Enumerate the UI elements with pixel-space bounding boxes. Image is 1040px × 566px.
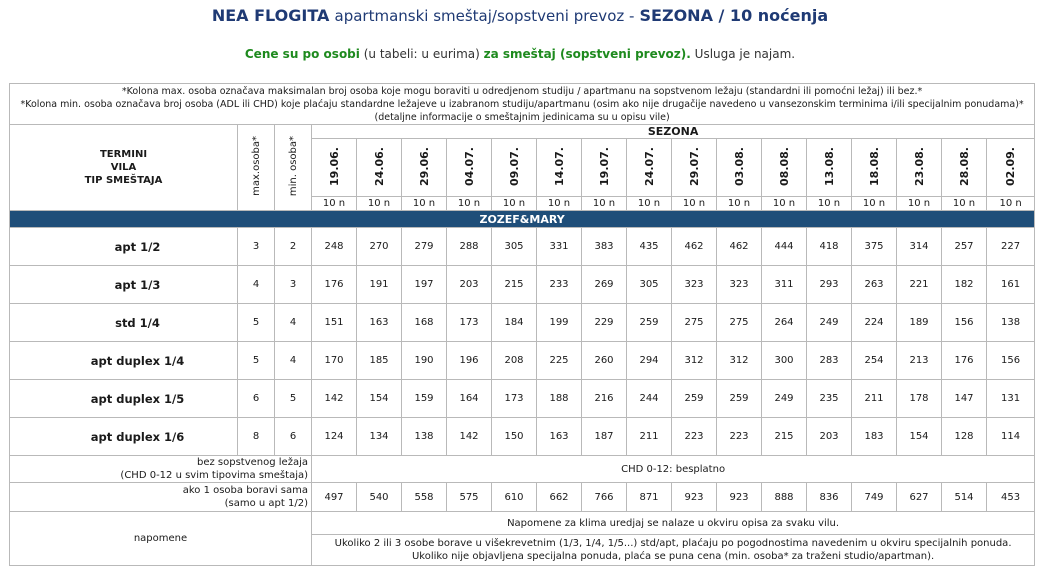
- nights-cell: 10 n: [717, 197, 762, 211]
- max-persons-cell: 8: [238, 418, 275, 456]
- price-cell: 142: [447, 418, 492, 456]
- price-cell: 199: [537, 304, 582, 342]
- nights-cell: 10 n: [852, 197, 897, 211]
- max-persons-cell: 5: [238, 304, 275, 342]
- single-price-cell: 497: [312, 483, 357, 512]
- title-description: apartmanski smeštaj/sopstveni prevoz -: [334, 7, 635, 25]
- price-cell: 311: [762, 266, 807, 304]
- title-season: SEZONA / 10 noćenja: [639, 6, 829, 25]
- price-cell: 444: [762, 228, 807, 266]
- price-cell: 142: [312, 380, 357, 418]
- price-cell: 138: [987, 304, 1035, 342]
- min-persons-cell: 5: [275, 380, 312, 418]
- price-cell: 269: [582, 266, 627, 304]
- single-price-cell: 749: [852, 483, 897, 512]
- subtitle-accommodation: za smeštaj (sopstveni prevoz).: [483, 47, 691, 61]
- single-price-cell: 558: [402, 483, 447, 512]
- date-label: 04.07.: [462, 146, 476, 186]
- price-cell: 305: [627, 266, 672, 304]
- price-cell: 183: [852, 418, 897, 456]
- price-cell: 164: [447, 380, 492, 418]
- price-cell: 248: [312, 228, 357, 266]
- date-header: [492, 139, 537, 197]
- date-label: 14.07.: [552, 146, 566, 186]
- nights-cell: 10 n: [537, 197, 582, 211]
- date-label: 29.07.: [687, 146, 701, 186]
- single-price-cell: 871: [627, 483, 672, 512]
- price-cell: 190: [402, 342, 447, 380]
- single-price-cell: 627: [897, 483, 942, 512]
- nights-cell: 10 n: [402, 197, 447, 211]
- max-persons-cell: 5: [238, 342, 275, 380]
- price-cell: 211: [627, 418, 672, 456]
- price-cell: 375: [852, 228, 897, 266]
- single-price-cell: 575: [447, 483, 492, 512]
- price-cell: 163: [537, 418, 582, 456]
- price-cell: 229: [582, 304, 627, 342]
- date-label: 24.07.: [642, 146, 656, 186]
- termini-header: [10, 125, 238, 211]
- single-price-cell: 610: [492, 483, 537, 512]
- price-cell: 233: [537, 266, 582, 304]
- date-header: [627, 139, 672, 197]
- date-header: [447, 139, 492, 197]
- price-cell: 323: [672, 266, 717, 304]
- price-cell: 188: [537, 380, 582, 418]
- price-cell: 257: [942, 228, 987, 266]
- date-header: [402, 139, 447, 197]
- nights-cell: 10 n: [987, 197, 1035, 211]
- table-row: [10, 342, 1035, 380]
- nights-cell: 10 n: [312, 197, 357, 211]
- napomene-note-multi: Ukoliko 2 ili 3 osobe borave u višekrevetnim (1/3, 1/4, 1/5...) std/apt, plaćaju po pogodnostima navedenim u okviru specijalnih ponuda. Ukoliko nije objavljena specijalna ponuda, plaća se puna cena (min. osoba* za traženi studio/apartman).: [312, 535, 1035, 566]
- nights-cell: 10 n: [897, 197, 942, 211]
- date-header: [357, 139, 402, 197]
- price-cell: 254: [852, 342, 897, 380]
- date-label: 24.06.: [372, 146, 386, 186]
- date-header: [312, 139, 357, 197]
- single-price-cell: 662: [537, 483, 582, 512]
- price-cell: 176: [312, 266, 357, 304]
- price-cell: 182: [942, 266, 987, 304]
- price-cell: 435: [627, 228, 672, 266]
- header-termini: TERMINI: [99, 149, 148, 160]
- nights-cell: 10 n: [582, 197, 627, 211]
- price-cell: 323: [717, 266, 762, 304]
- header-tip: TIP SMEŠTAJA: [84, 175, 163, 186]
- price-cell: 197: [402, 266, 447, 304]
- date-label: 08.08.: [777, 146, 791, 186]
- price-cell: 259: [627, 304, 672, 342]
- date-label: 28.08.: [957, 146, 971, 186]
- price-cell: 176: [942, 342, 987, 380]
- price-cell: 168: [402, 304, 447, 342]
- price-cell: 305: [492, 228, 537, 266]
- nights-cell: 10 n: [942, 197, 987, 211]
- room-type: apt 1/2: [10, 228, 238, 266]
- nights-cell: 10 n: [807, 197, 852, 211]
- min-persons-cell: 6: [275, 418, 312, 456]
- single-person-label: ako 1 osoba boravi sama (samo u apt 1/2): [10, 483, 312, 512]
- date-label: 19.07.: [597, 146, 611, 186]
- page-title: [0, 6, 1040, 25]
- room-type: std 1/4: [10, 304, 238, 342]
- price-cell: 154: [357, 380, 402, 418]
- price-cell: 260: [582, 342, 627, 380]
- note-min-persons: *Kolona min. osoba označava broj osoba (ADL ili CHD) koje plaćaju standardne ležajeve u izabranom studiju/apartmanu (osim ako nije drugačije navedeno u vansezonskim terminima i/ili specijalnim ponudama)*: [20, 98, 1024, 110]
- price-cell: 312: [672, 342, 717, 380]
- max-persons-cell: 4: [238, 266, 275, 304]
- price-cell: 300: [762, 342, 807, 380]
- date-header: [582, 139, 627, 197]
- price-cell: 173: [492, 380, 537, 418]
- date-header: [537, 139, 582, 197]
- single-price-cell: 453: [987, 483, 1035, 512]
- note-details: (detaljne informacije o smeštajnim jedinicama su u opisu vile): [374, 111, 670, 123]
- price-cell: 216: [582, 380, 627, 418]
- price-cell: 203: [447, 266, 492, 304]
- table-row: [10, 418, 1035, 456]
- price-cell: 185: [357, 342, 402, 380]
- price-cell: 131: [987, 380, 1035, 418]
- price-cell: 244: [627, 380, 672, 418]
- price-cell: 293: [807, 266, 852, 304]
- date-header: [807, 139, 852, 197]
- season-header: SEZONA: [312, 125, 1035, 139]
- price-cell: 223: [717, 418, 762, 456]
- table-row: [10, 304, 1035, 342]
- single-price-cell: 540: [357, 483, 402, 512]
- nights-cell: 10 n: [627, 197, 672, 211]
- price-cell: 331: [537, 228, 582, 266]
- table-row: [10, 266, 1035, 304]
- price-cell: 150: [492, 418, 537, 456]
- room-type: apt duplex 1/6: [10, 418, 238, 456]
- price-cell: 263: [852, 266, 897, 304]
- price-cell: 275: [717, 304, 762, 342]
- price-cell: 173: [447, 304, 492, 342]
- price-cell: 270: [357, 228, 402, 266]
- single-price-cell: 923: [672, 483, 717, 512]
- price-cell: 114: [987, 418, 1035, 456]
- min-persons-cell: 2: [275, 228, 312, 266]
- price-subtitle: [0, 47, 1040, 61]
- price-cell: 312: [717, 342, 762, 380]
- price-cell: 211: [852, 380, 897, 418]
- price-cell: 138: [402, 418, 447, 456]
- subtitle-service: Usluga je najam.: [694, 47, 796, 61]
- price-cell: 259: [717, 380, 762, 418]
- room-type: apt duplex 1/5: [10, 380, 238, 418]
- max-persons-cell: 6: [238, 380, 275, 418]
- date-header: [762, 139, 807, 197]
- price-cell: 154: [897, 418, 942, 456]
- min-persons-cell: 4: [275, 342, 312, 380]
- price-cell: 159: [402, 380, 447, 418]
- price-cell: 161: [987, 266, 1035, 304]
- price-cell: 235: [807, 380, 852, 418]
- price-cell: 134: [357, 418, 402, 456]
- date-label: 13.08.: [822, 146, 836, 186]
- max-persons-header: max.osoba*: [238, 125, 275, 211]
- price-cell: 187: [582, 418, 627, 456]
- price-cell: 221: [897, 266, 942, 304]
- subtitle-currency: (u tabeli: u eurima): [363, 47, 480, 61]
- price-cell: 208: [492, 342, 537, 380]
- price-cell: 151: [312, 304, 357, 342]
- date-label: 02.09.: [1004, 146, 1018, 186]
- price-cell: 224: [852, 304, 897, 342]
- price-cell: 196: [447, 342, 492, 380]
- date-label: 29.06.: [417, 146, 431, 186]
- price-cell: 213: [897, 342, 942, 380]
- single-price-cell: 514: [942, 483, 987, 512]
- napomene-note-ac: Napomene za klima uredjaj se nalaze u okviru opisa za svaku vilu.: [312, 512, 1035, 535]
- price-cell: 294: [627, 342, 672, 380]
- villa-name: ZOZEF&MARY: [10, 211, 1035, 228]
- single-price-cell: 923: [717, 483, 762, 512]
- price-cell: 462: [717, 228, 762, 266]
- price-cell: 124: [312, 418, 357, 456]
- date-header: [852, 139, 897, 197]
- min-persons-header: min. osoba*: [275, 125, 312, 211]
- price-cell: 288: [447, 228, 492, 266]
- price-cell: 279: [402, 228, 447, 266]
- table-row: [10, 380, 1035, 418]
- napomene-label: napomene: [10, 512, 312, 566]
- nights-cell: 10 n: [672, 197, 717, 211]
- room-type: apt duplex 1/4: [10, 342, 238, 380]
- date-label: 03.08.: [732, 146, 746, 186]
- price-cell: 418: [807, 228, 852, 266]
- no-bed-value: CHD 0-12: besplatno: [312, 456, 1035, 483]
- header-vila: VILA: [110, 162, 137, 173]
- price-cell: 462: [672, 228, 717, 266]
- price-cell: 178: [897, 380, 942, 418]
- date-label: 09.07.: [507, 146, 521, 186]
- nights-cell: 10 n: [492, 197, 537, 211]
- max-persons-cell: 3: [238, 228, 275, 266]
- note-max-persons: *Kolona max. osoba označava maksimalan broj osoba koje mogu boraviti u odredjenom studiju / apartmanu na sopstvenom ležaju (standardni ili pomoćni ležaj) ili bez.*: [121, 85, 923, 97]
- subtitle-per-person: Cene su po osobi: [244, 47, 360, 61]
- price-cell: 215: [762, 418, 807, 456]
- price-cell: 128: [942, 418, 987, 456]
- date-label: 18.08.: [867, 146, 881, 186]
- room-type: apt 1/3: [10, 266, 238, 304]
- price-cell: 156: [987, 342, 1035, 380]
- price-cell: 203: [807, 418, 852, 456]
- price-cell: 184: [492, 304, 537, 342]
- price-cell: 383: [582, 228, 627, 266]
- date-header: [717, 139, 762, 197]
- price-cell: 223: [672, 418, 717, 456]
- price-cell: 147: [942, 380, 987, 418]
- date-header: [897, 139, 942, 197]
- single-price-cell: 888: [762, 483, 807, 512]
- price-cell: 249: [762, 380, 807, 418]
- single-price-cell: 766: [582, 483, 627, 512]
- price-cell: 156: [942, 304, 987, 342]
- price-cell: 189: [897, 304, 942, 342]
- price-cell: 170: [312, 342, 357, 380]
- price-cell: 275: [672, 304, 717, 342]
- price-cell: 225: [537, 342, 582, 380]
- single-price-cell: 836: [807, 483, 852, 512]
- price-table: [9, 83, 1035, 566]
- price-cell: 191: [357, 266, 402, 304]
- price-cell: 227: [987, 228, 1035, 266]
- nights-cell: 10 n: [357, 197, 402, 211]
- table-row: [10, 228, 1035, 266]
- table-notes: [10, 84, 1035, 125]
- date-header: [942, 139, 987, 197]
- date-label: 23.08.: [912, 146, 926, 186]
- price-cell: 215: [492, 266, 537, 304]
- price-cell: 163: [357, 304, 402, 342]
- date-header: [672, 139, 717, 197]
- nights-cell: 10 n: [762, 197, 807, 211]
- price-cell: 264: [762, 304, 807, 342]
- min-persons-cell: 4: [275, 304, 312, 342]
- min-persons-cell: 3: [275, 266, 312, 304]
- price-cell: 259: [672, 380, 717, 418]
- title-destination: NEA FLOGITA: [211, 6, 330, 25]
- price-cell: 249: [807, 304, 852, 342]
- price-cell: 314: [897, 228, 942, 266]
- date-header: [987, 139, 1035, 197]
- price-cell: 283: [807, 342, 852, 380]
- no-bed-label: bez sopstvenog ležaja (CHD 0-12 u svim tipovima smeštaja): [10, 456, 312, 483]
- date-label: 19.06.: [327, 146, 341, 186]
- nights-cell: 10 n: [447, 197, 492, 211]
